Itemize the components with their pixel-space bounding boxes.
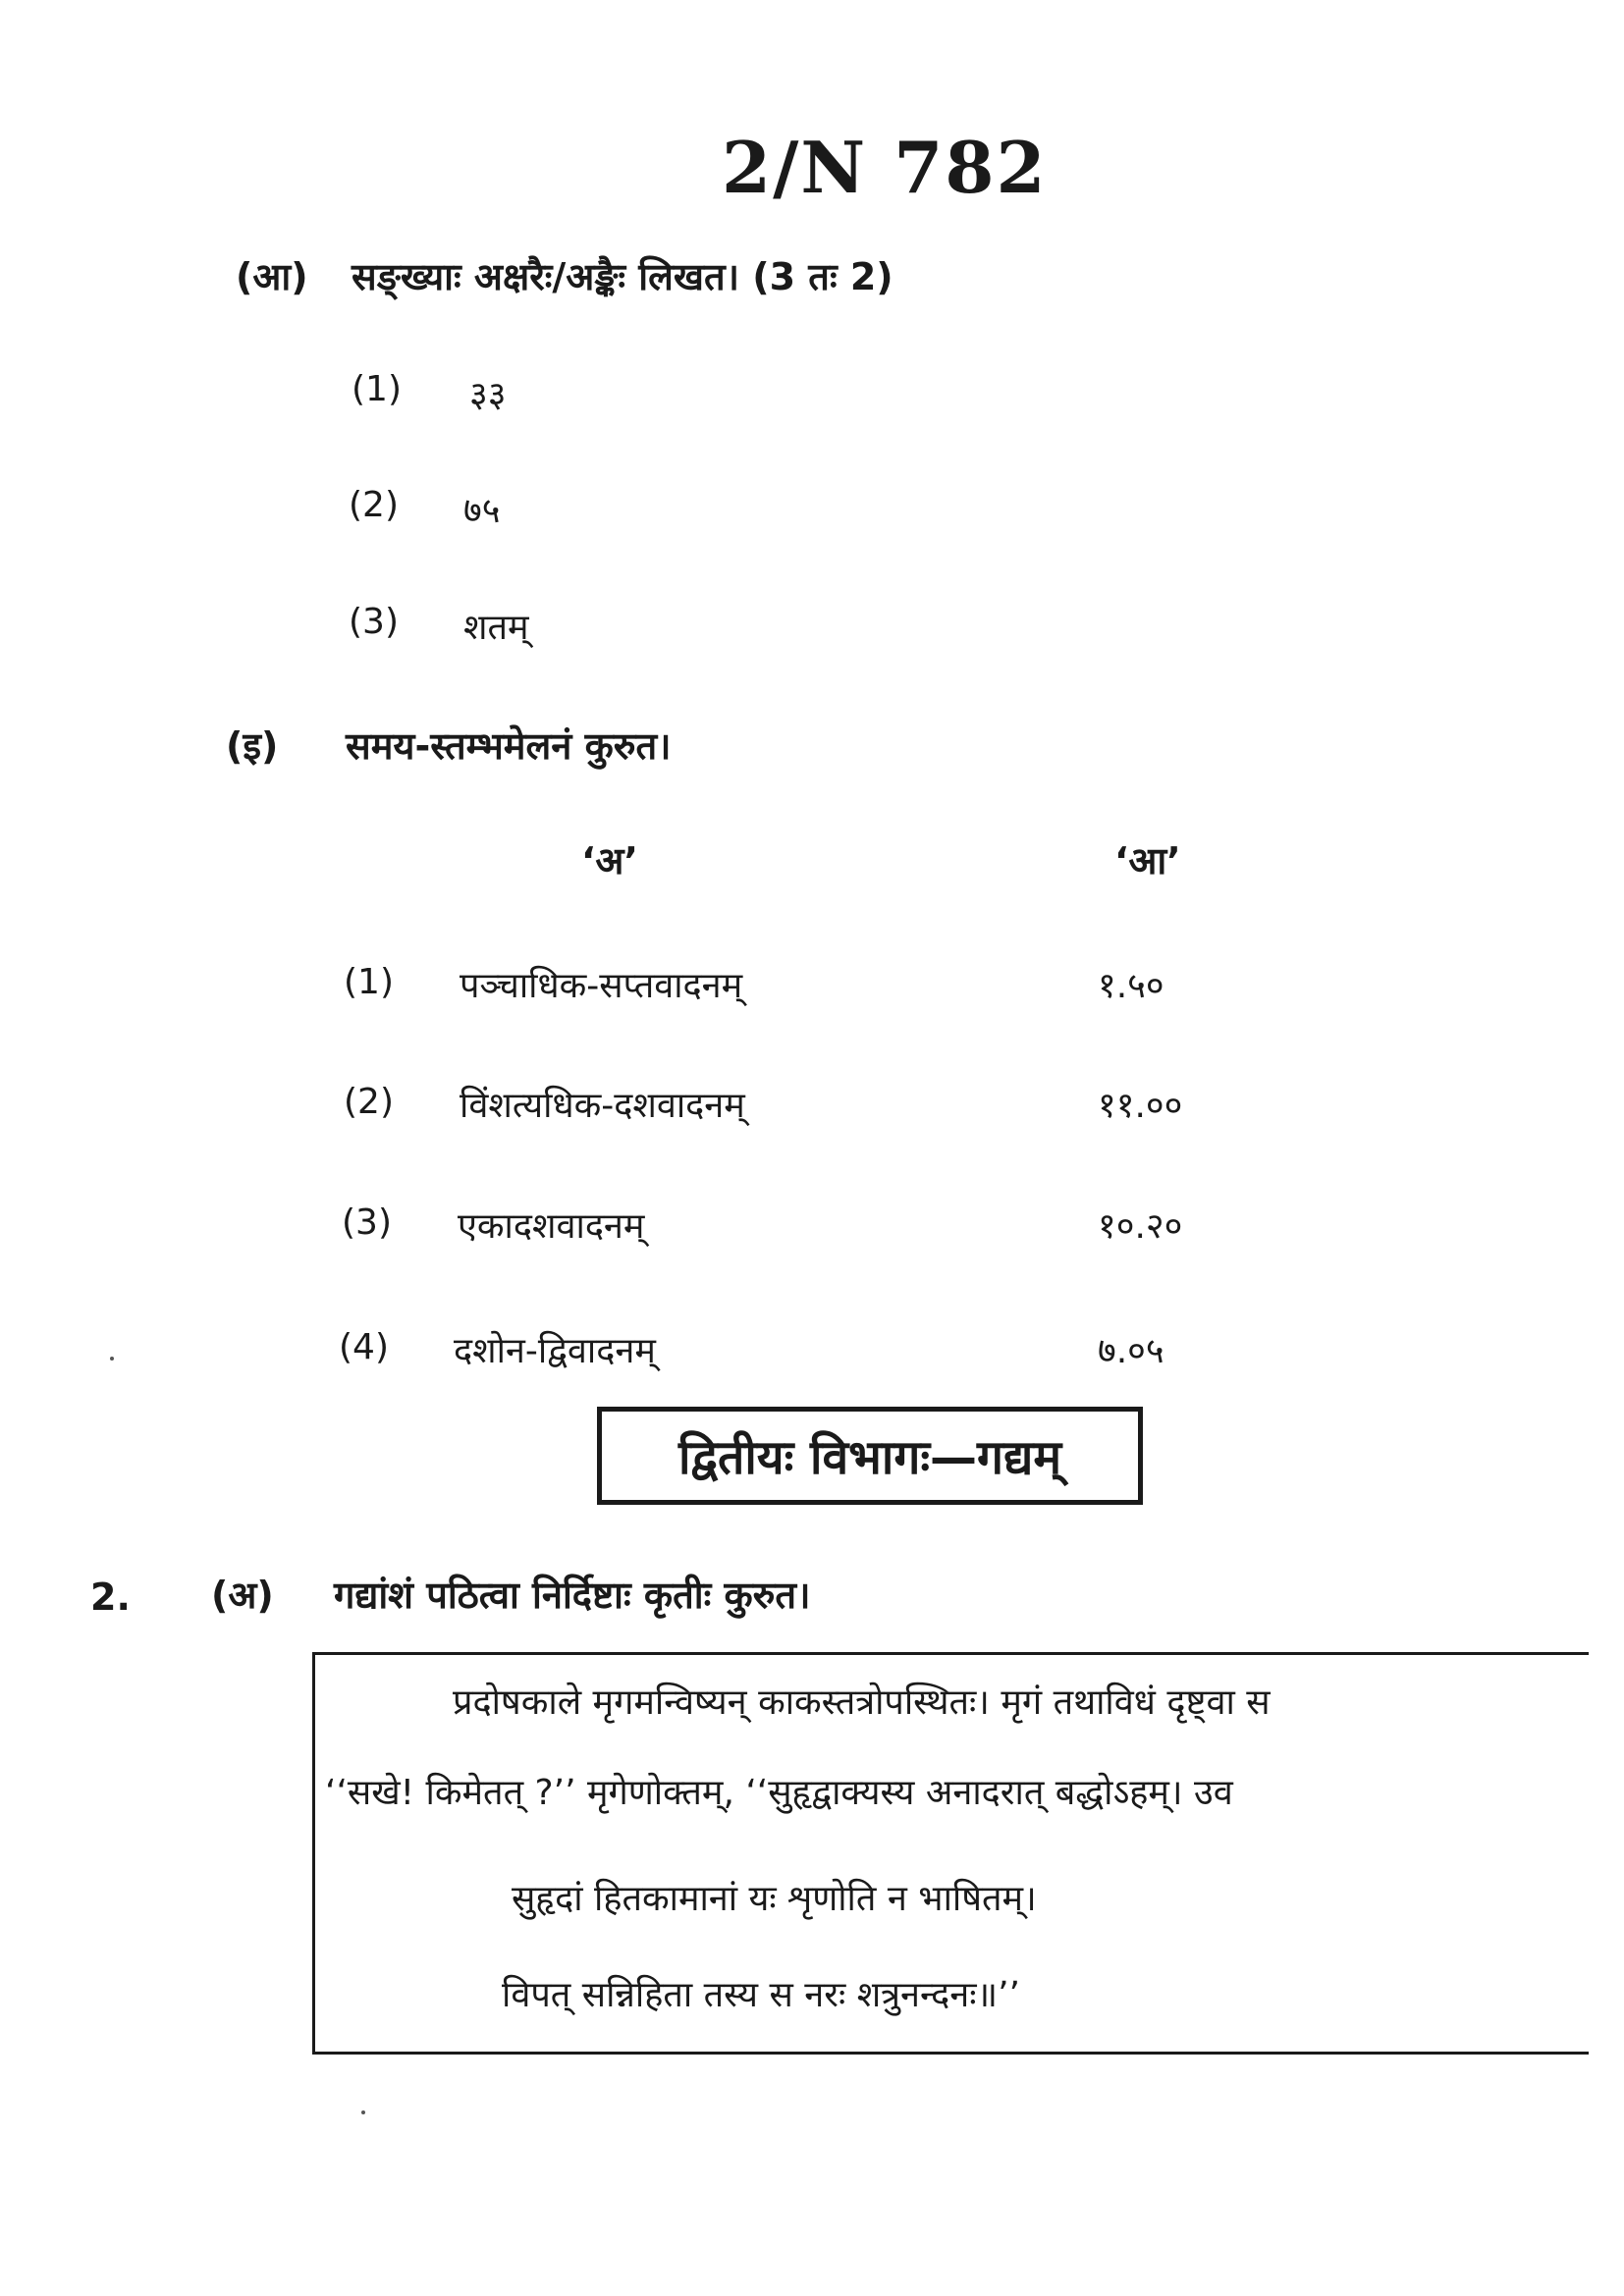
page-code: 2/N 782 xyxy=(722,126,1048,209)
aa-item-3-num: (3) xyxy=(349,602,399,642)
scan-speck xyxy=(110,1357,114,1361)
i-row-2-b: ११.०० xyxy=(1098,1086,1183,1126)
passage-box xyxy=(312,1652,1589,2055)
passage-line-2: ‘‘सखे! किमेतत् ?’’ मृगेणोक्तम्, ‘‘सुहृद्वाक्यस्य अनादरात् बद्धोऽहम्। उव xyxy=(325,1773,1233,1813)
question-2-label: (अ) xyxy=(211,1574,274,1617)
i-row-4-num: (4) xyxy=(339,1327,389,1367)
column-b-header: ‘आ’ xyxy=(1114,839,1181,882)
passage-verse-line-2: विपत् सन्निहिता तस्य स नरः शत्रुनन्दनः॥’’ xyxy=(502,1975,1020,2015)
column-a-header: ‘अ’ xyxy=(581,839,638,882)
division-heading-text: द्वितीयः विभागः—गद्यम् xyxy=(677,1429,1062,1485)
i-row-1-a: पञ्चाधिक-सप्तवादनम् xyxy=(460,966,743,1006)
passage-line-1: प्रदोषकाले मृगमन्विष्यन् काकस्तत्रोपस्थितः। मृगं तथाविधं दृष्ट्वा स xyxy=(453,1682,1271,1723)
i-row-3-num: (3) xyxy=(342,1202,392,1243)
section-aa-instruction: सङ्ख्याः अक्षरैः/अङ्कैः लिखत। (3 तः 2) xyxy=(352,255,893,298)
scan-speck xyxy=(361,2110,365,2114)
section-i-instruction: समय-स्तम्भमेलनं कुरुत। xyxy=(346,724,672,768)
i-row-1-b: १.५० xyxy=(1098,966,1164,1006)
section-aa-label: (आ) xyxy=(236,255,308,298)
question-2-number: 2. xyxy=(90,1575,131,1619)
i-row-2-num: (2) xyxy=(344,1082,394,1122)
i-row-4-a: दशोन-द्विवादनम् xyxy=(454,1331,656,1371)
section-i-label: (इ) xyxy=(226,724,279,768)
i-row-3-a: एकादशवादनम् xyxy=(458,1206,645,1247)
i-row-1-num: (1) xyxy=(344,962,394,1002)
aa-item-3-text: शतम् xyxy=(463,608,529,648)
aa-item-2-num: (2) xyxy=(349,485,399,525)
aa-item-2-text: ७५ xyxy=(463,491,501,531)
passage-verse-line-1: सुहृदां हितकामानां यः शृणोति न भाषितम्। xyxy=(512,1879,1037,1919)
aa-item-1-num: (1) xyxy=(352,369,402,409)
i-row-3-b: १०.२० xyxy=(1098,1206,1183,1247)
i-row-2-a: विंशत्यधिक-दशवादनम् xyxy=(460,1086,745,1126)
aa-item-1-text: ३३ xyxy=(469,375,507,415)
division-heading xyxy=(597,1407,1143,1505)
i-row-4-b: ७.०५ xyxy=(1098,1331,1164,1371)
question-2-instruction: गद्यांशं पठित्वा निर्दिष्टाः कृतीः कुरुत। xyxy=(334,1574,811,1617)
